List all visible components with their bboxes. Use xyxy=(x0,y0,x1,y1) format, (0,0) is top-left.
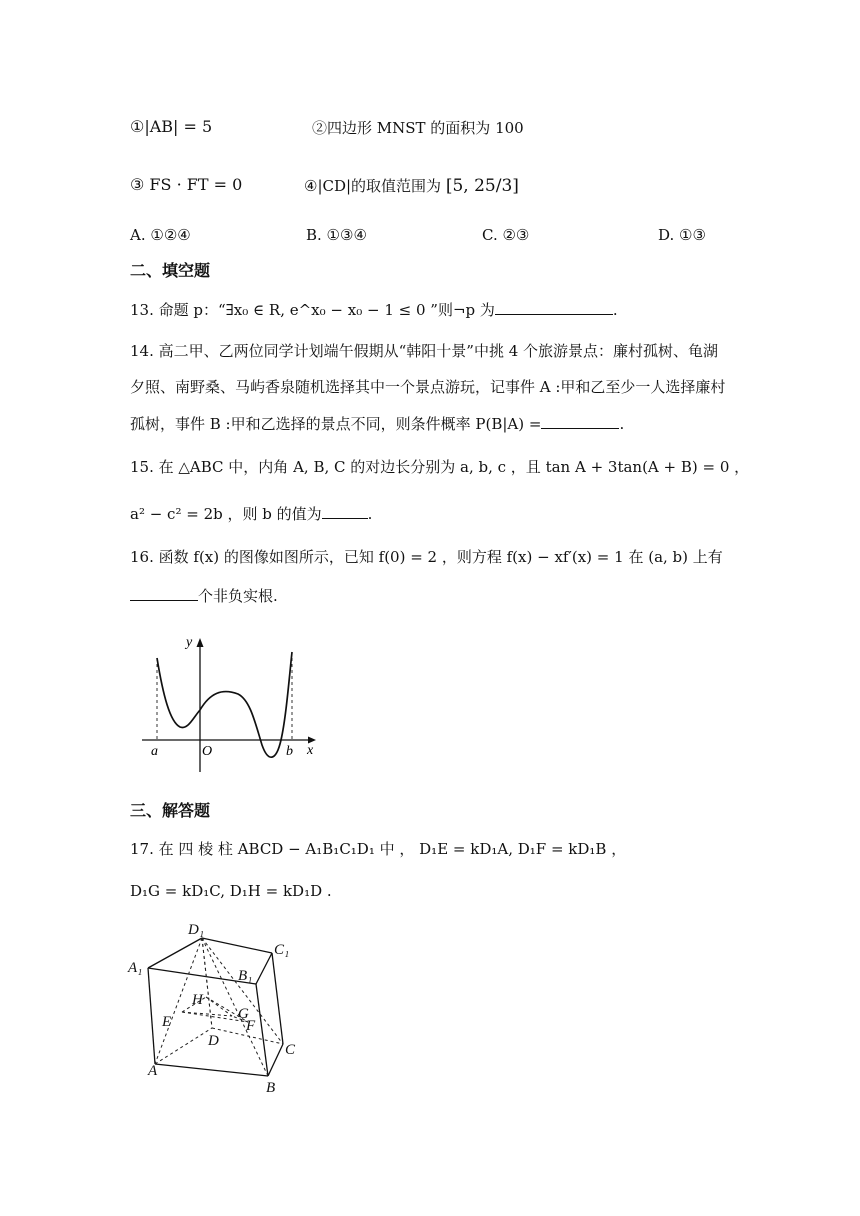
prism-figure xyxy=(120,918,320,1098)
q13-period: . xyxy=(612,301,618,319)
option-b: B. ①③④ xyxy=(306,226,367,244)
answer-blank xyxy=(322,502,368,519)
label-h: H xyxy=(192,992,203,1008)
option-c: C. ②③ xyxy=(482,226,530,244)
q14-period: . xyxy=(619,415,625,433)
label-a1: A₁ xyxy=(128,960,143,976)
q14-text: 孤树，事件 B :甲和乙选择的景点不同，则条件概率 P(B|A) = xyxy=(130,415,542,433)
section-heading-solve: 三、解答题 xyxy=(130,801,211,820)
label-d1: D₁ xyxy=(188,922,205,938)
label-e: E xyxy=(162,1014,172,1030)
question-14-line-3 xyxy=(130,412,624,434)
graph-label-o: O xyxy=(202,744,213,759)
graph-label-y: y xyxy=(186,635,193,650)
question-17-line-1: 17. 在 四 棱 柱 ABCD − A₁B₁C₁D₁ 中 ， D₁E = kD₁A, D₁F = kD₁B ， xyxy=(130,840,627,858)
question-13 xyxy=(130,298,618,320)
question-15-line-1: 15. 在 △ABC 中，内角 A, B, C 的对边长分别为 a, b, c ，且 tan A + 3tan(A + B) = 0 ， xyxy=(130,458,750,476)
curve xyxy=(157,652,292,757)
label-d: D xyxy=(208,1033,219,1049)
q13-text: 13. 命题 p：“∃x₀ ∈ R, e^x₀ − x₀ − 1 ≤ 0 ”则¬p 为 xyxy=(130,301,495,319)
question-14-line-2: 夕照、南野桑、马屿香泉随机选择其中一个景点游玩，记事件 A :甲和乙至少一人选择廉村 xyxy=(130,378,726,396)
graph-label-b: b xyxy=(286,744,293,759)
label-a: A xyxy=(148,1063,158,1079)
question-17-line-2: D₁G = kD₁C, D₁H = kD₁D . xyxy=(130,882,332,900)
label-c1: C₁ xyxy=(274,942,290,958)
option-a: A. ①②④ xyxy=(130,226,191,244)
item-4-text: ④|CD|的取值范围为 xyxy=(304,177,442,195)
section-heading-fill-in: 二、填空题 xyxy=(130,261,211,280)
question-15-line-2 xyxy=(130,502,372,524)
label-b1: B₁ xyxy=(238,968,253,984)
answer-blank xyxy=(541,412,619,429)
y-axis-arrow xyxy=(197,638,204,647)
q16-text: 个非负实根. xyxy=(198,587,278,605)
label-g: G xyxy=(238,1006,249,1022)
answer-blank xyxy=(130,584,198,601)
answer-blank xyxy=(495,298,613,315)
question-16-line-1: 16. 函数 f(x) 的图像如图所示，已知 f(0) = 2 ，则方程 f(x) − xf′(x) = 1 在 (a, b) 上有 xyxy=(130,548,723,566)
question-14-line-1: 14. 高二甲、乙两位同学计划端午假期从“韩阳十景”中挑 4 个旅游景点：廉村孤树、龟湖 xyxy=(130,342,719,360)
item-4-range: [5, 25/3] xyxy=(445,176,519,196)
item-2: ②四边形 MNST 的面积为 100 xyxy=(312,119,524,137)
item-1: ①|AB| = 5 xyxy=(130,117,213,136)
item-3: ③ FS · FT = 0 xyxy=(130,175,243,194)
graph-label-x: x xyxy=(307,743,314,758)
question-16-line-2 xyxy=(130,584,278,606)
label-c: C xyxy=(285,1042,296,1058)
q15-text: a² − c² = 2b ，则 b 的值为 xyxy=(130,505,322,523)
label-b: B xyxy=(266,1080,276,1096)
graph-label-a: a xyxy=(151,744,158,759)
function-graph xyxy=(130,630,330,780)
item-4 xyxy=(304,175,519,196)
q15-period: . xyxy=(367,505,373,523)
option-d: D. ①③ xyxy=(658,226,706,244)
label-f: F xyxy=(246,1018,256,1034)
